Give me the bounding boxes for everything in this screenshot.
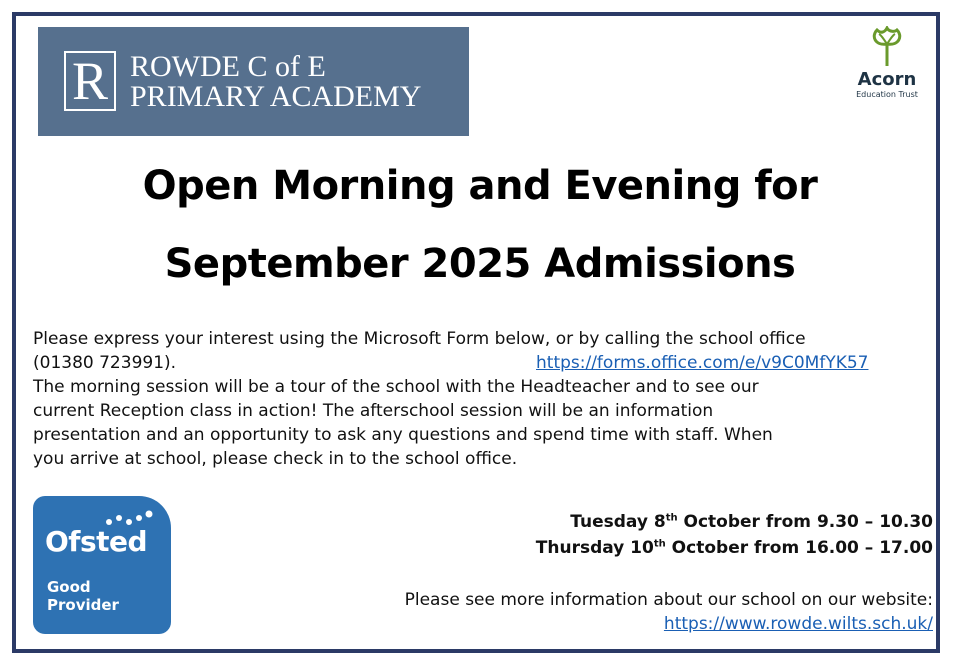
body-line6: you arrive at school, please check in to the school office. bbox=[33, 449, 518, 469]
microsoft-form-link[interactable]: https://forms.office.com/e/v9C0MfYK57 bbox=[536, 353, 869, 373]
school-banner bbox=[38, 27, 469, 136]
session-day: Tuesday 8 bbox=[570, 512, 666, 532]
acorn-leaf-icon bbox=[865, 26, 909, 70]
trust-subtitle: Education Trust bbox=[856, 90, 918, 99]
body-line4: current Reception class in action! The afterschool session will be an information bbox=[33, 401, 714, 421]
trust-name: Acorn bbox=[857, 69, 917, 90]
body-line3: The morning session will be a tour of the school with the Headteacher and to see our bbox=[33, 377, 759, 397]
session-day: Thursday 10 bbox=[535, 538, 654, 558]
date-suffix: th bbox=[653, 538, 666, 550]
session-time: October from 16.00 – 17.00 bbox=[665, 538, 933, 558]
ofsted-grade-line2: Provider bbox=[47, 596, 119, 614]
session-time: October from 9.30 – 10.30 bbox=[677, 512, 933, 532]
more-info-text: Please see more information about our school on our website: bbox=[404, 590, 933, 610]
body-line1: Please express your interest using the Microsoft Form below, or by calling the school office bbox=[33, 329, 806, 349]
body-line5: presentation and an opportunity to ask any questions and spend time with staff. When bbox=[33, 425, 773, 445]
session-thursday bbox=[536, 536, 933, 560]
acorn-trust-logo bbox=[842, 26, 932, 110]
school-name-line2: PRIMARY ACADEMY bbox=[130, 80, 422, 113]
date-suffix: th bbox=[665, 512, 678, 524]
headline-line1: Open Morning and Evening for bbox=[142, 163, 818, 209]
school-website-link[interactable]: https://www.rowde.wilts.sch.uk/ bbox=[663, 614, 933, 634]
ofsted-grade-line1: Good bbox=[47, 578, 91, 596]
session-tuesday bbox=[570, 510, 933, 534]
ofsted-wordmark: Ofsted bbox=[45, 525, 148, 558]
headline-line2: September 2025 Admissions bbox=[164, 241, 796, 287]
school-logo-letter: R bbox=[64, 51, 116, 111]
school-name-line1: ROWDE C of E bbox=[130, 50, 326, 83]
ofsted-badge bbox=[33, 496, 171, 634]
phone-number: (01380 723991). bbox=[33, 353, 177, 373]
